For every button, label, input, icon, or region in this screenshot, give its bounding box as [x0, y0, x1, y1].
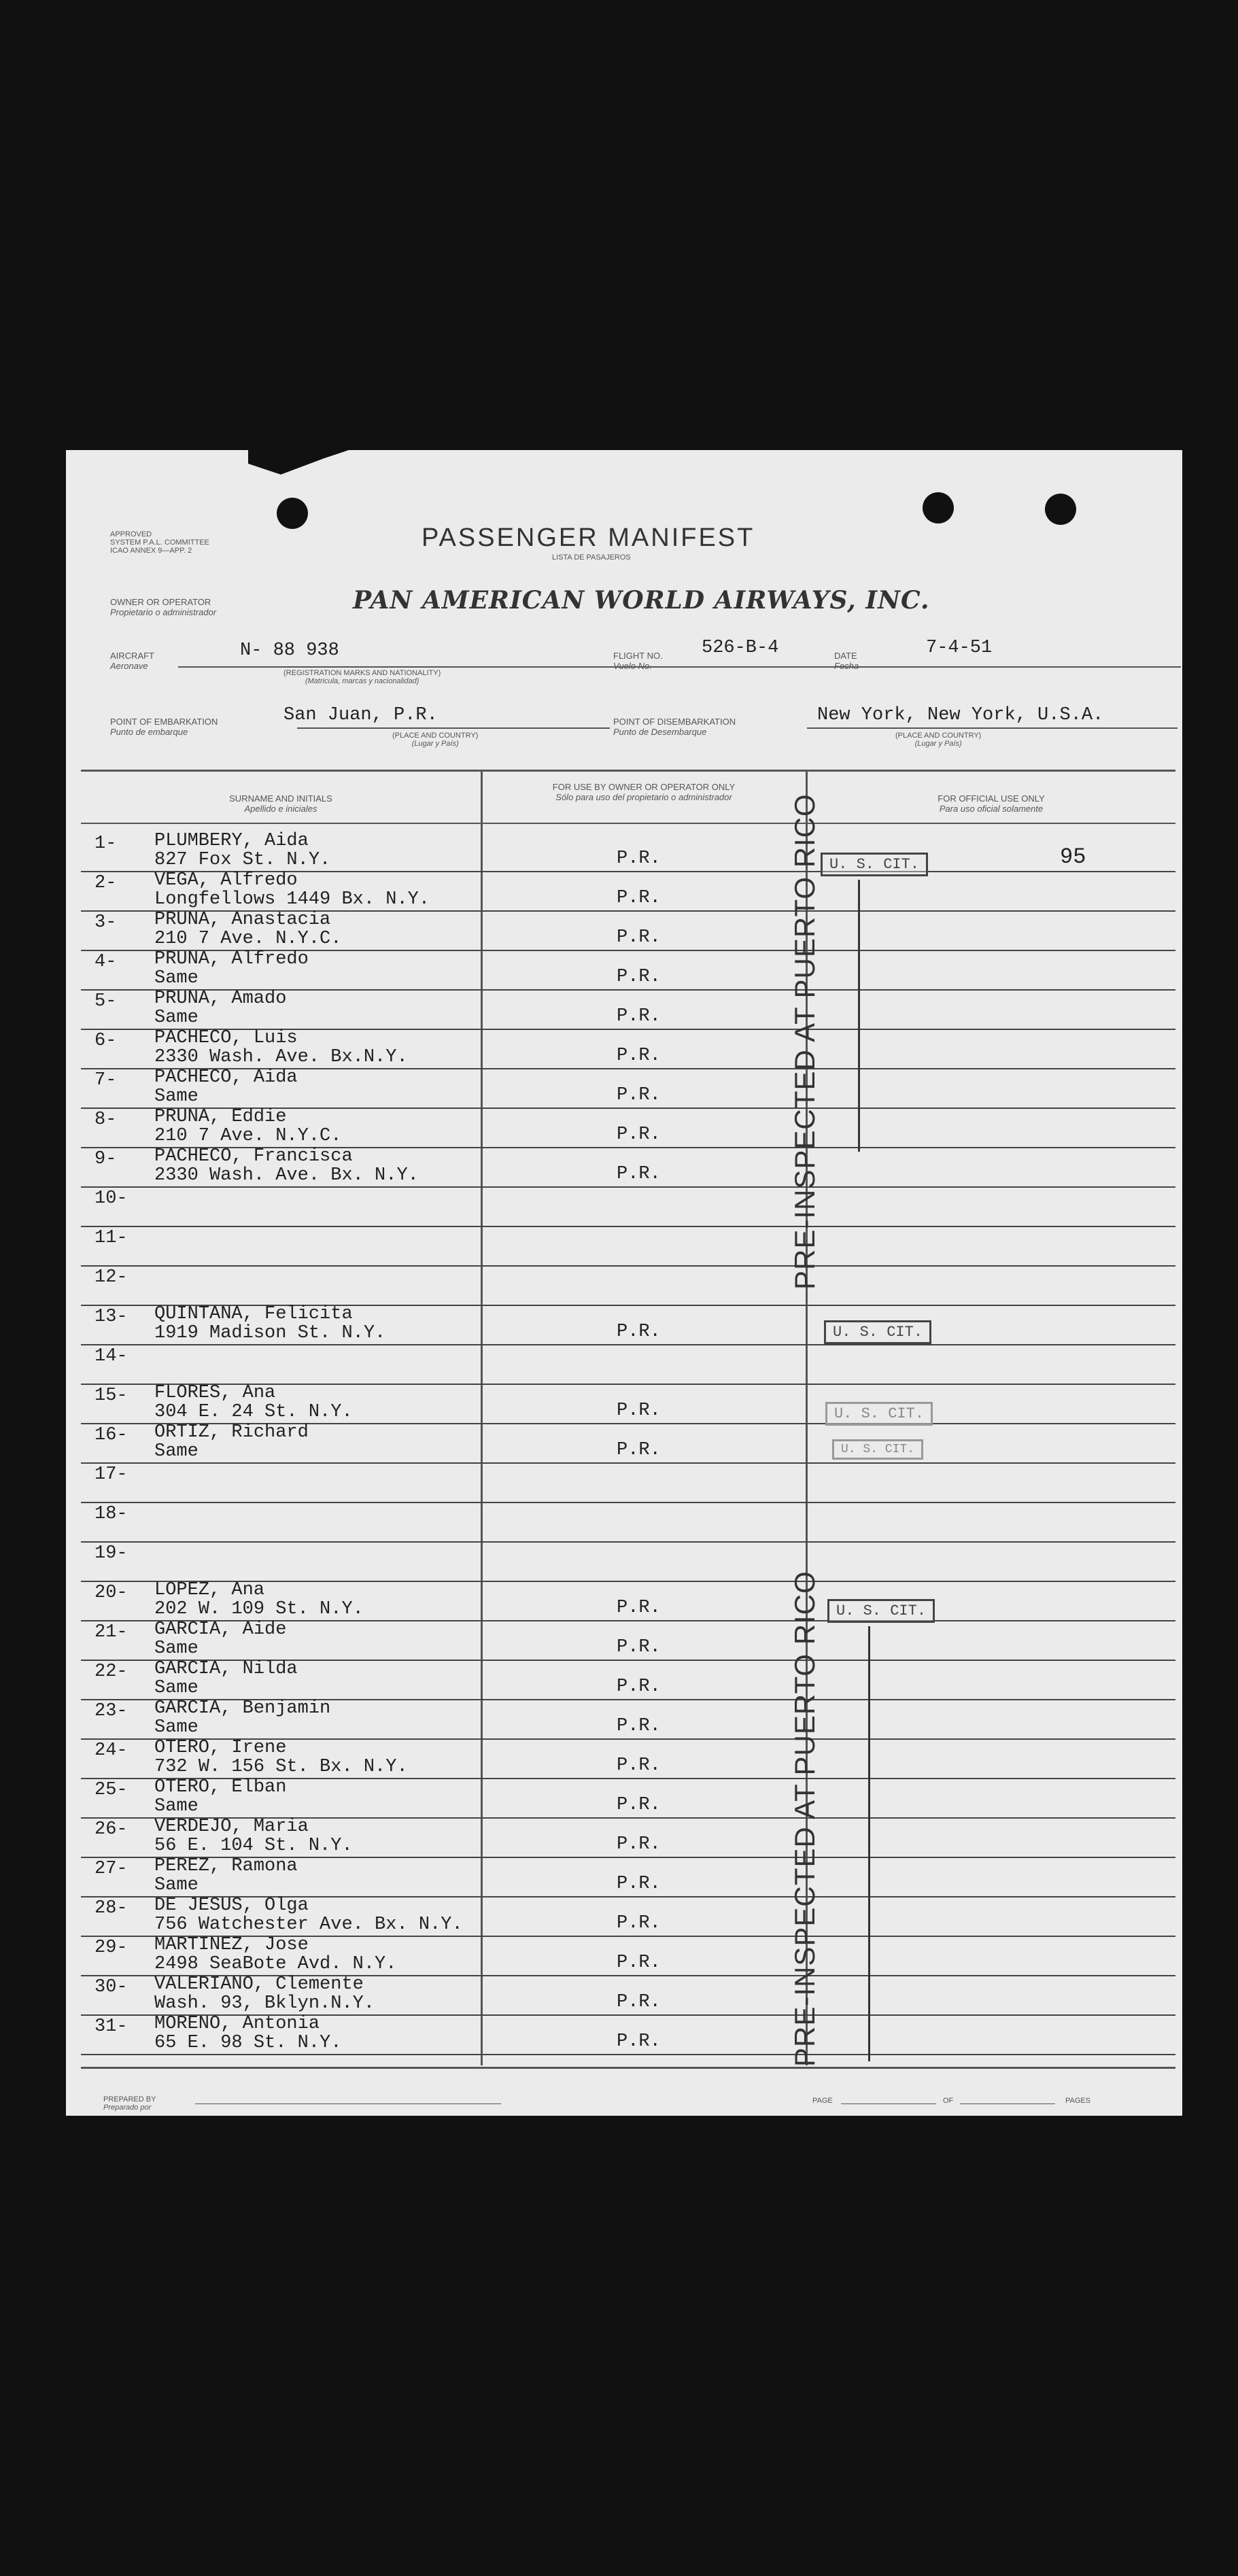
- table-row: [66, 1897, 1182, 1936]
- disembark-rule: [807, 727, 1177, 729]
- table-row: [66, 1226, 1182, 1266]
- passenger-address: Wash. 93, Bklyn.N.Y.: [154, 1993, 375, 2014]
- passenger-address: 756 Watchester Ave. Bx. N.Y.: [154, 1914, 463, 1935]
- us-citizen-stamp: U. S. CIT.: [827, 1599, 935, 1623]
- origin-code: P.R.: [617, 1046, 661, 1066]
- table-row: [66, 1502, 1182, 1542]
- table-row: [66, 1779, 1182, 1818]
- origin-code: P.R.: [617, 2031, 661, 2052]
- col-header-official: [807, 793, 1175, 814]
- origin-code: P.R.: [617, 967, 661, 987]
- passenger-address: 65 E. 98 St. N.Y.: [154, 2033, 342, 2053]
- embark-label-en: POINT OF EMBARKATION: [110, 717, 218, 727]
- row-number: 17-: [94, 1464, 128, 1485]
- prepared-by-en: PREPARED BY: [103, 2095, 156, 2103]
- airline-name: PAN AMERICAN WORLD AIRWAYS, INC.: [353, 586, 930, 615]
- col-header-operator-es: Sólo para uso del propietario o administrador: [555, 792, 732, 802]
- aircraft-label-es: Aeronave: [110, 661, 148, 671]
- origin-code: P.R.: [617, 1124, 661, 1145]
- date-label-en: DATE: [834, 651, 857, 661]
- origin-code: P.R.: [617, 1164, 661, 1184]
- approved-block: [110, 530, 209, 555]
- col-header-official-en: FOR OFFICIAL USE ONLY: [938, 793, 1045, 804]
- table-row: [66, 1345, 1182, 1384]
- passenger-name: PEREZ, Ramona: [154, 1856, 298, 1876]
- table-row: [66, 1266, 1182, 1305]
- passenger-address: 2498 SeaBote Avd. N.Y.: [154, 1954, 397, 1974]
- col-header-operator: [535, 782, 753, 802]
- prepared-by-es: Preparado por: [103, 2103, 152, 2112]
- table-row: [66, 1069, 1182, 1108]
- passenger-name: GARCIA, Aide: [154, 1619, 287, 1640]
- place-note-en: (PLACE AND COUNTRY): [895, 732, 982, 740]
- us-citizen-stamp: U. S. CIT.: [824, 1320, 931, 1344]
- origin-code: P.R.: [617, 1992, 661, 2012]
- aircraft-value: N- 88 938: [240, 640, 339, 661]
- passenger-address: 2330 Wash. Ave. Bx. N.Y.: [154, 1165, 419, 1186]
- row-number: 4-: [94, 952, 117, 972]
- table-row: [66, 1739, 1182, 1779]
- place-note-es: (Lugar y País): [411, 740, 459, 748]
- torn-corner: [248, 447, 357, 475]
- passenger-name: PRUNA, Eddie: [154, 1107, 287, 1127]
- registration-note-es: (Matricula, marcas y nacionalidad): [305, 677, 419, 685]
- row-number: 8-: [94, 1110, 117, 1130]
- row-number: 1-: [94, 834, 117, 854]
- passenger-name: VERDEJO, Maria: [154, 1817, 309, 1837]
- of-label: OF: [943, 2097, 954, 2105]
- row-number: 3-: [94, 912, 117, 933]
- passenger-address: 827 Fox St. N.Y.: [154, 850, 331, 870]
- passenger-name: VEGA, Alfredo: [154, 870, 298, 891]
- passenger-address: 210 7 Ave. N.Y.C.: [154, 1126, 342, 1146]
- embark-place-note: [392, 732, 478, 748]
- passenger-address: 210 7 Ave. N.Y.C.: [154, 929, 342, 949]
- row-number: 18-: [94, 1504, 128, 1524]
- page-title: PASSENGER MANIFEST: [422, 523, 755, 552]
- table-row: [66, 1463, 1182, 1502]
- origin-code: P.R.: [617, 1637, 661, 1658]
- row-rule: [81, 2054, 1175, 2055]
- flight-number: 526-B-4: [702, 638, 779, 658]
- row-number: 22-: [94, 1662, 128, 1682]
- row-number: 21-: [94, 1622, 128, 1643]
- table-row: [66, 1384, 1182, 1424]
- table-row: [66, 1424, 1182, 1463]
- row-number: 29-: [94, 1938, 128, 1958]
- row-number: 25-: [94, 1780, 128, 1800]
- passenger-name: PACHECO, Luis: [154, 1028, 298, 1048]
- row-number: 11-: [94, 1228, 128, 1248]
- table-row: [66, 1148, 1182, 1187]
- manifest-sheet: [66, 450, 1182, 2116]
- passenger-address: 304 E. 24 St. N.Y.: [154, 1402, 353, 1422]
- owner-label: [110, 597, 216, 617]
- preinspected-stamp: PRE-INSPECTED AT PUERTO RICO: [789, 793, 821, 1290]
- prepared-by-label: [103, 2095, 156, 2112]
- table-row: [66, 1936, 1182, 1976]
- flight-label: [613, 651, 663, 671]
- row-number: 24-: [94, 1740, 128, 1761]
- passenger-name: ORTIZ, Richard: [154, 1422, 309, 1443]
- table-row: [66, 832, 1182, 872]
- origin-code: P.R.: [617, 1598, 661, 1618]
- origin-code: P.R.: [617, 927, 661, 948]
- origin-code: P.R.: [617, 1755, 661, 1776]
- origin-code: P.R.: [617, 1401, 661, 1421]
- origin-code: P.R.: [617, 1322, 661, 1342]
- pages-label: PAGES: [1065, 2097, 1091, 2105]
- table-row: [66, 911, 1182, 950]
- passenger-address: Same: [154, 1678, 199, 1698]
- aircraft-label: [110, 651, 154, 671]
- passenger-address: Same: [154, 968, 199, 989]
- table-row: [66, 1305, 1182, 1345]
- table-row: [66, 1621, 1182, 1660]
- passenger-address: Same: [154, 1875, 199, 1895]
- embark-value: San Juan, P.R.: [283, 705, 438, 725]
- owner-label-en: OWNER OR OPERATOR: [110, 597, 211, 607]
- disembark-place-note: [895, 732, 981, 748]
- approved-line: ICAO ANNEX 9—APP. 2: [110, 547, 192, 555]
- punch-hole: [277, 498, 308, 529]
- row-number: 23-: [94, 1701, 128, 1721]
- passenger-name: MARTINEZ, Jose: [154, 1935, 309, 1955]
- passenger-name: OTERO, Irene: [154, 1738, 287, 1758]
- prepared-by-rule: [195, 2103, 501, 2104]
- col-header-official-es: Para uso oficial solamente: [939, 804, 1044, 814]
- row-number: 20-: [94, 1583, 128, 1603]
- origin-code: P.R.: [617, 1834, 661, 1855]
- passenger-name: GARCIA, Nilda: [154, 1659, 298, 1679]
- passenger-address: 56 E. 104 St. N.Y.: [154, 1836, 353, 1856]
- owner-label-es: Propietario o administrador: [110, 607, 217, 617]
- embark-label: [110, 717, 218, 737]
- row-number: 7-: [94, 1070, 117, 1090]
- passenger-address: Same: [154, 1086, 199, 1107]
- passenger-name: MORENO, Antonia: [154, 2014, 320, 2034]
- row-number: 13-: [94, 1307, 128, 1327]
- col-header-name-es: Apellido e iniciales: [244, 804, 317, 814]
- table-row: [66, 1187, 1182, 1226]
- origin-code: P.R.: [617, 1795, 661, 1815]
- table-top-rule: [81, 770, 1175, 772]
- passenger-name: PACHECO, Aida: [154, 1067, 298, 1088]
- us-citizen-stamp: U. S. CIT.: [821, 853, 928, 876]
- passenger-address: Longfellows 1449 Bx. N.Y.: [154, 889, 430, 910]
- date-label: [834, 651, 859, 671]
- page-subtitle: LISTA DE PASAJEROS: [552, 553, 631, 562]
- row-number: 27-: [94, 1859, 128, 1879]
- punch-hole: [923, 492, 954, 523]
- table-row: [66, 950, 1182, 990]
- origin-code: P.R.: [617, 1006, 661, 1027]
- place-note-es: (Lugar y País): [914, 740, 962, 748]
- page-label: PAGE: [812, 2097, 833, 2105]
- disembark-label-en: POINT OF DISEMBARKATION: [613, 717, 736, 727]
- passenger-name: PACHECO, Francisca: [154, 1146, 353, 1167]
- row-number: 26-: [94, 1819, 128, 1840]
- approved-line: APPROVED: [110, 530, 152, 538]
- passenger-name: PRUNA, Amado: [154, 989, 287, 1009]
- passenger-address: 202 W. 109 St. N.Y.: [154, 1599, 364, 1619]
- registration-note: [283, 669, 441, 685]
- flight-label-en: FLIGHT NO.: [613, 651, 663, 661]
- aircraft-label-en: AIRCRAFT: [110, 651, 154, 661]
- table-row: [66, 872, 1182, 911]
- table-row: [66, 990, 1182, 1029]
- row-number: 14-: [94, 1346, 128, 1367]
- col-header-operator-en: FOR USE BY OWNER OR OPERATOR ONLY: [552, 782, 736, 792]
- passenger-name: OTERO, Elban: [154, 1777, 287, 1798]
- date-label-es: Fecha: [834, 661, 859, 671]
- page-rule: [841, 2103, 936, 2104]
- bracket-line: [858, 880, 860, 1152]
- passenger-address: 2330 Wash. Ave. Bx.N.Y.: [154, 1047, 408, 1067]
- table-row: [66, 1976, 1182, 2015]
- table-row: [66, 1818, 1182, 1857]
- table-row: [66, 1542, 1182, 1581]
- origin-code: P.R.: [617, 1440, 661, 1460]
- row-number: 19-: [94, 1543, 128, 1564]
- table-row: [66, 1108, 1182, 1148]
- origin-code: P.R.: [617, 1953, 661, 1973]
- punch-hole: [1045, 494, 1076, 525]
- row-number: 9-: [94, 1149, 117, 1169]
- row-number: 10-: [94, 1188, 128, 1209]
- embark-label-es: Punto de embarque: [110, 727, 188, 737]
- table-row: [66, 1581, 1182, 1621]
- of-rule: [960, 2103, 1055, 2104]
- official-count: 95: [1060, 844, 1086, 870]
- origin-code: P.R.: [617, 1913, 661, 1934]
- table-bottom-rule: [81, 2067, 1175, 2069]
- row-number: 16-: [94, 1425, 128, 1445]
- passenger-address: Same: [154, 1441, 199, 1462]
- table-row: [66, 1700, 1182, 1739]
- passenger-address: 1919 Madison St. N.Y.: [154, 1323, 386, 1343]
- passenger-name: PRUNA, Alfredo: [154, 949, 309, 969]
- bracket-line: [868, 1626, 870, 2061]
- disembark-label: [613, 717, 736, 737]
- col-header-name-en: SURNAME AND INITIALS: [229, 793, 332, 804]
- flight-label-es: Vuelo No.: [613, 661, 652, 671]
- us-citizen-stamp: U. S. CIT.: [825, 1402, 933, 1426]
- passenger-address: Same: [154, 1008, 199, 1028]
- row-number: 5-: [94, 991, 117, 1012]
- table-row: [66, 1660, 1182, 1700]
- passenger-address: Same: [154, 1717, 199, 1738]
- registration-note-en: (REGISTRATION MARKS AND NATIONALITY): [283, 669, 441, 677]
- passenger-address: Same: [154, 1796, 199, 1817]
- header-rule: [81, 823, 1175, 824]
- passenger-name: FLORES, Ana: [154, 1383, 276, 1403]
- approved-line: SYSTEM P.A.L. COMMITTEE: [110, 538, 209, 547]
- row-number: 30-: [94, 1977, 128, 1997]
- table-row: [66, 1029, 1182, 1069]
- row-number: 6-: [94, 1031, 117, 1051]
- aircraft-rule: [178, 666, 1181, 668]
- passenger-address: 732 W. 156 St. Bx. N.Y.: [154, 1757, 408, 1777]
- place-note-en: (PLACE AND COUNTRY): [392, 732, 479, 740]
- passenger-name: VALERIANO, Clemente: [154, 1974, 364, 1995]
- row-number: 31-: [94, 2016, 128, 2037]
- table-row: [66, 1857, 1182, 1897]
- passenger-name: QUINTANA, Felicita: [154, 1304, 353, 1324]
- origin-code: P.R.: [617, 848, 661, 869]
- row-number: 28-: [94, 1898, 128, 1919]
- passenger-name: GARCIA, Benjamin: [154, 1698, 331, 1719]
- row-number: 15-: [94, 1386, 128, 1406]
- origin-code: P.R.: [617, 1874, 661, 1894]
- passenger-name: DE JESUS, Olga: [154, 1895, 309, 1916]
- passenger-address: Same: [154, 1638, 199, 1659]
- us-citizen-stamp: U. S. CIT.: [832, 1439, 923, 1460]
- disembark-label-es: Punto de Desembarque: [613, 727, 707, 737]
- passenger-name: LOPEZ, Ana: [154, 1580, 265, 1600]
- col-header-name: [81, 793, 481, 814]
- row-number: 2-: [94, 873, 117, 893]
- origin-code: P.R.: [617, 1085, 661, 1105]
- origin-code: P.R.: [617, 888, 661, 908]
- preinspected-stamp: PRE-INSPECTED AT PUERTO RICO: [789, 1570, 821, 2067]
- flight-date: 7-4-51: [926, 638, 993, 658]
- disembark-value: New York, New York, U.S.A.: [817, 705, 1104, 725]
- origin-code: P.R.: [617, 1677, 661, 1697]
- row-number: 12-: [94, 1267, 128, 1288]
- passenger-name: PLUMBERY, Aida: [154, 831, 309, 851]
- table-row: [66, 2015, 1182, 2055]
- passenger-name: PRUNA, Anastacia: [154, 910, 331, 930]
- origin-code: P.R.: [617, 1716, 661, 1736]
- embark-rule: [297, 727, 610, 729]
